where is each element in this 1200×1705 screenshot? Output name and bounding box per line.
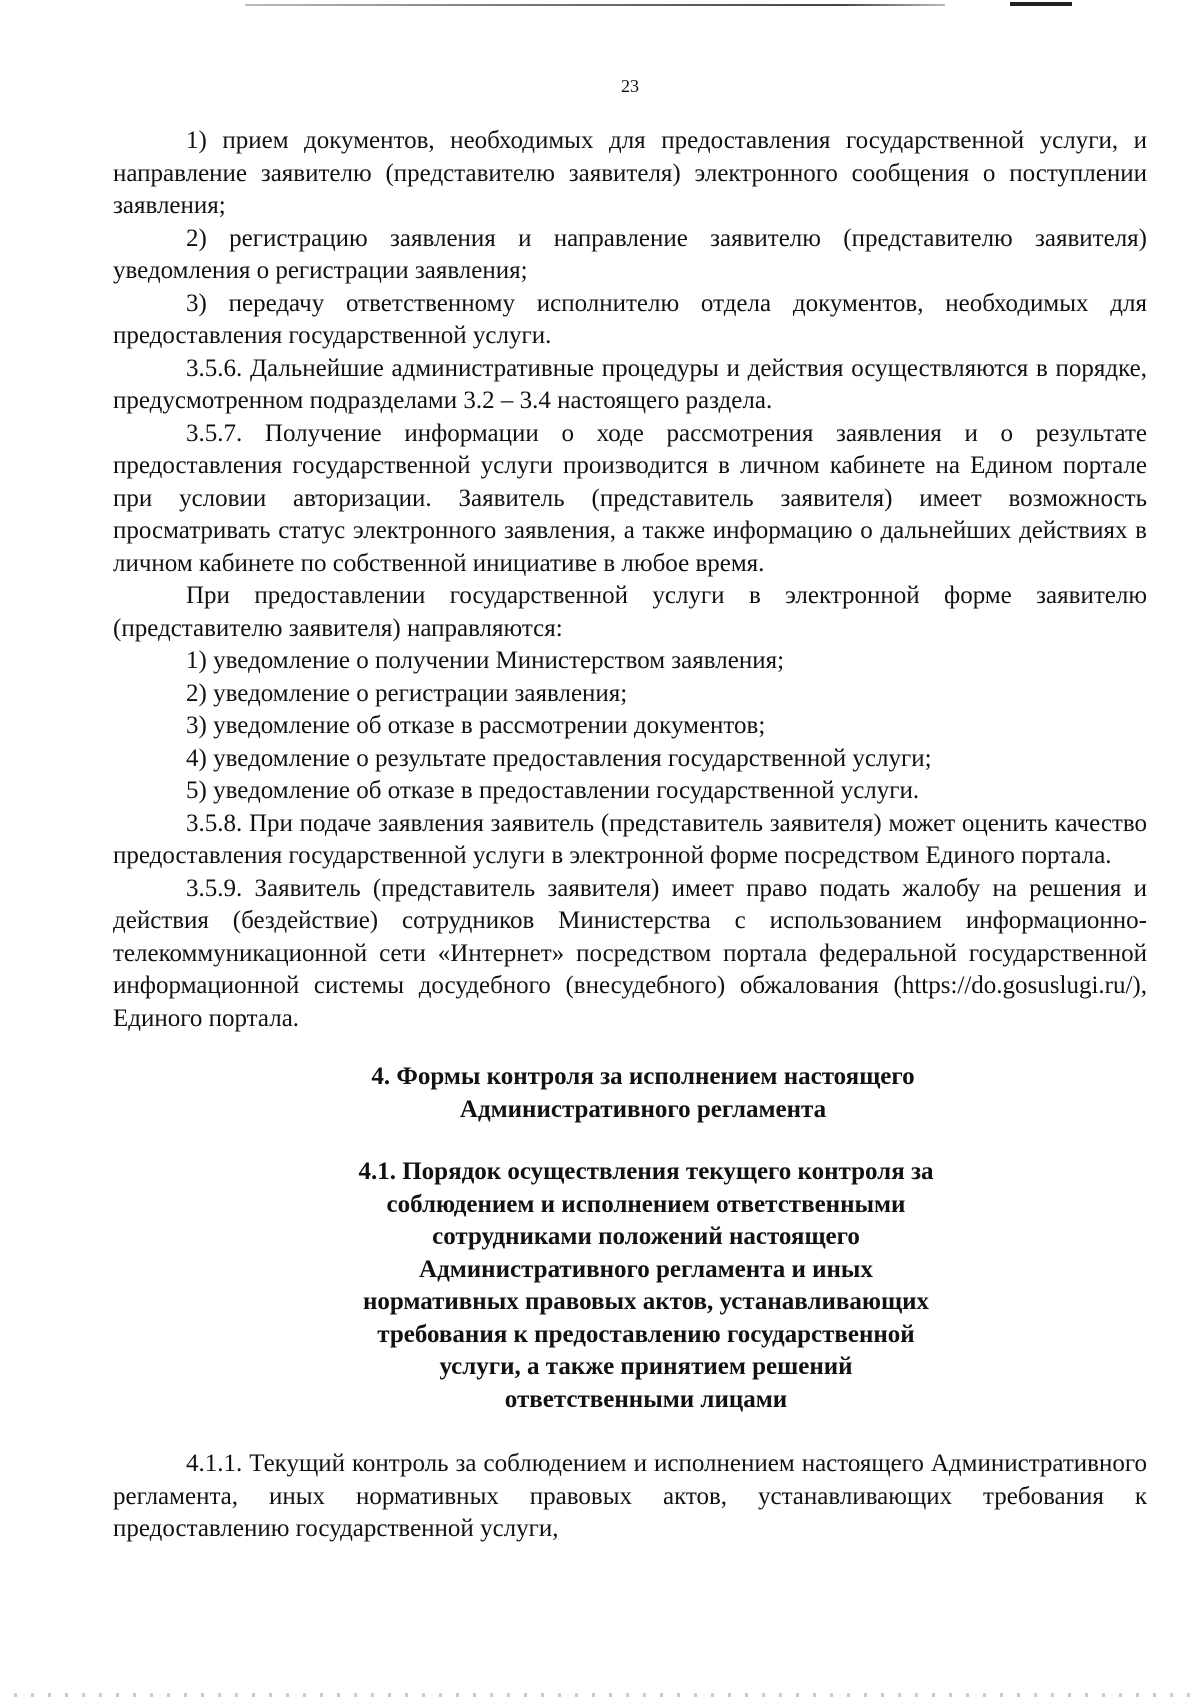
- subsection-heading-line: соблюдением и исполнением ответственными: [386, 1190, 906, 1218]
- section-heading-line: Административного регламента: [459, 1095, 827, 1123]
- paragraph-item-2: 2) регистрацию заявления и направление заявителю (представителю заявителя) уведомления о регистрации заявления;: [113, 224, 1147, 284]
- section-heading-line: 4. Формы контроля за исполнением настоящего: [371, 1063, 915, 1090]
- page-number: 23: [621, 76, 639, 96]
- paragraph-notifications-intro: При предоставлении государственной услуги в электронной форме заявителю (представителю заявителя) направляются:: [113, 582, 1147, 642]
- notification-item-2: 2) уведомление о регистрации заявления;: [186, 679, 628, 707]
- subsection-heading: [113, 1156, 1147, 1416]
- subsection-heading-line: сотрудниками положений настоящего: [432, 1223, 860, 1250]
- paragraph-4-1-1: 4.1.1. Текущий контроль за соблюдением и исполнением настоящего Административного регламента, иных нормативных правовых актов, устанавливающих требования к предоставлению государственной услуги,: [113, 1450, 1147, 1542]
- notification-item-4: 4) уведомление о результате предоставления государственной услуги;: [186, 744, 932, 772]
- paragraph-3-5-7: 3.5.7. Получение информации о ходе рассмотрения заявления и о результате предоставления государственной услуги производится в личном кабинете на Едином портале при условии авторизации. Заявитель (представитель заявителя) имеет возможность просматривать статус электронного заявления, а также информацию о дальнейших действиях в личном кабинете по собственной инициативе в любое время.: [113, 419, 1147, 577]
- subsection-heading-line: требования к предоставлению государственной: [377, 1320, 915, 1348]
- notification-item-1: 1) уведомление о получении Министерством заявления;: [186, 647, 785, 674]
- document-body: [113, 125, 1147, 1546]
- subsection-heading-line: нормативных правовых актов, устанавливающих: [362, 1288, 930, 1315]
- subsection-heading-line: 4.1. Порядок осуществления текущего контроля за: [358, 1158, 934, 1185]
- notification-item-3: 3) уведомление об отказе в рассмотрении документов;: [186, 712, 766, 739]
- section-heading: [113, 1061, 1147, 1126]
- subsection-heading-line: Административного регламента и иных: [419, 1255, 873, 1283]
- subsection-heading-line: ответственными лицами: [504, 1385, 788, 1413]
- notification-item-5: 5) уведомление об отказе в предоставлении государственной услуги.: [186, 777, 920, 804]
- paragraph-item-3: 3) передачу ответственному исполнителю отдела документов, необходимых для предоставления государственной услуги.: [113, 289, 1147, 349]
- paragraph-item-1: 1) прием документов, необходимых для предоставления государственной услуги, и направление заявителю (представителю заявителя) электронного сообщения о поступлении заявления;: [113, 127, 1147, 219]
- scan-artifact-top-mark: [1010, 2, 1072, 6]
- paragraph-3-5-9: 3.5.9. Заявитель (представитель заявителя) имеет право подать жалобу на решения и действия (бездействие) сотрудников Министерства с использованием информационно-телекоммуникационной сети «Интернет» посредством портала федеральной государственной информационной системы досудебного (внесудебного) обжалования (https://do.gosuslugi.ru/), Единого портала.: [113, 874, 1147, 1032]
- scan-artifact-bottom-dots: [0, 1693, 1200, 1697]
- scan-artifact-top-line: [245, 4, 945, 6]
- paragraph-3-5-6: 3.5.6. Дальнейшие административные процедуры и действия осуществляются в порядке, предусмотренном подразделами 3.2 – 3.4 настоящего раздела.: [113, 354, 1147, 414]
- paragraph-3-5-8: 3.5.8. При подаче заявления заявитель (представитель заявителя) может оценить качество предоставления государственной услуги в электронной форме посредством Единого портала.: [113, 809, 1147, 869]
- subsection-heading-line: услуги, а также принятием решений: [439, 1353, 853, 1380]
